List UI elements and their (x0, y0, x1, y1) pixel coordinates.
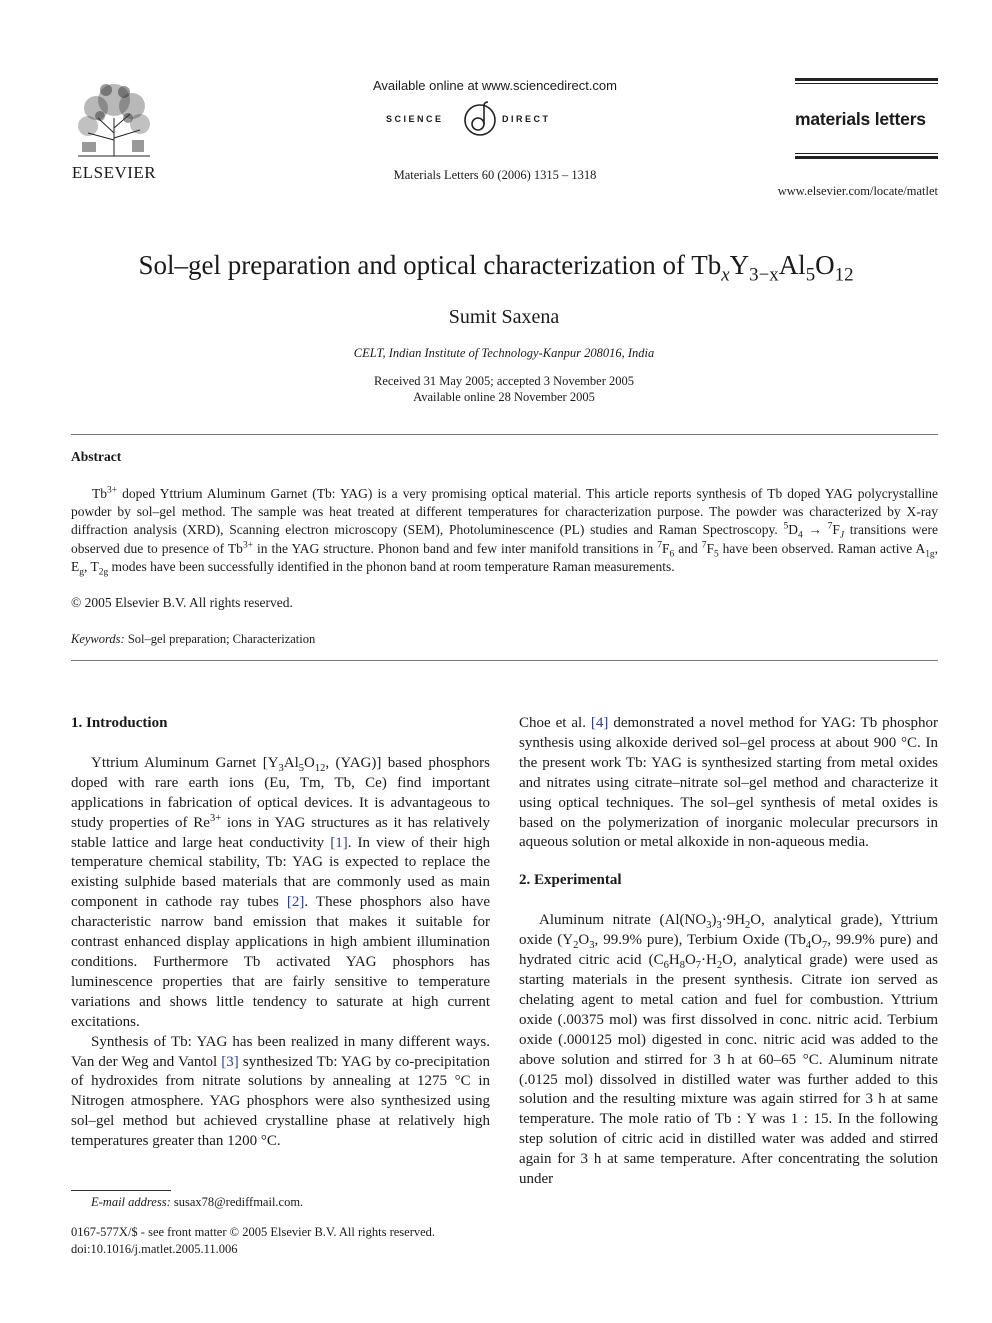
reference-link-1[interactable]: [1] (330, 834, 348, 851)
intro-paragraph-3: Choe et al. [4] demonstrated a novel method for YAG: Tb phosphor synthesis using alkoxide derived sol–gel process at about 900 °C. In the present work Tb: YAG is synthesized starting from metal oxides and nitrates using citrate–nitrate sol–gel method and characterize it using optical techniques. The sol–gel synthesis of metal oxides is based on the polymerization of inorganic molecular precursors in aqueous solution or metal alkoxide in non-aqueous media. (519, 715, 938, 851)
issn-line: 0167-577X/$ - see front matter © 2005 Elsevier B.V. All rights reserved. (71, 1225, 436, 1239)
available-online-text: Available online at www.sciencedirect.com (373, 78, 617, 93)
author-email-footnote (71, 1195, 303, 1210)
front-matter (71, 1224, 435, 1258)
received-date: Received 31 May 2005; accepted 3 November 2005 (374, 374, 634, 388)
masthead-rule-top-thin (795, 83, 938, 84)
reference-link-4[interactable]: [4] (590, 715, 609, 731)
keywords-label: Keywords: (71, 632, 125, 646)
intro-paragraph-2: Synthesis of Tb: YAG has been realized in many different ways. Van der Weg and Vantol [3] synthesized Tb: YAG by co-precipitation of hydroxides from nitrate solutions by annealing at 1275 °C in Nitrogen atmosphere. YAG phosphors were also synthesized using sol–gel method but achieved crystalline phase at relatively high temperatures greater than 1200 °C. (71, 1033, 490, 1150)
doi-line[interactable]: doi:10.1016/j.matlet.2005.11.006 (71, 1242, 238, 1256)
elsevier-tree-icon (68, 78, 160, 158)
sd-left-text: SCIENCE (386, 114, 444, 124)
abstract-paragraph: $Tb^{3+}$ doped Yttrium Aluminum Garnet (Tb: YAG) is a very promising optical material. This article reports synthesis of Tb doped YAG polycrystalline powder by sol–gel method. The sample was heat treated at different temperatures for characterization purpose. The powder was characterized by X-ray diffraction analysis (XRD), Scanning electron microscopy (SEM), Photoluminescence (PL) studies and Raman Spectroscopy. $^5D_4 \to ^7F_J$ transitions were observed due to presence of $Tb^{3+}$ in the YAG structure. Phonon band and few inter manifold transitions in $^7F_6$ and $^7F_5$ have been observed. Raman active $A_{1g}$, $E_g$, $T_{2g}$ modes have been successfully identified in the phonon band at room temperature Raman measurements. (71, 485, 939, 578)
masthead-rule-bottom-thin (795, 153, 938, 154)
reference-link-3[interactable]: [3] (221, 1053, 239, 1070)
journal-citation: Materials Letters 60 (2006) 1315 – 1318 (393, 168, 597, 182)
abstract-heading: Abstract (71, 449, 122, 464)
journal-masthead (795, 78, 938, 159)
footnote-rule (71, 1190, 171, 1191)
publisher-name: ELSEVIER (71, 163, 157, 182)
abstract-body (71, 485, 938, 576)
article-dates (250, 373, 758, 405)
sd-right-text: DIRECT (502, 114, 551, 124)
article-author: Sumit Saxena (448, 306, 560, 328)
online-date: Available online 28 November 2005 (413, 390, 595, 404)
journal-url[interactable]: www.elsevier.com/locate/matlet (777, 184, 938, 198)
article-title: Sol–gel preparation and optical characterization of $Tb_xY_{3-x}Al_5O_{12}$ (138, 250, 854, 286)
author-email[interactable]: susax78@rediffmail.com. (173, 1195, 304, 1209)
masthead-rule-top (795, 78, 938, 81)
masthead-rule-bottom (795, 156, 938, 159)
intro-paragraph-1: Yttrium Aluminum Garnet [$Y_3Al_5O_{12}$, (YAG)] based phosphors doped with rare earth ions (Eu, Tm, Tb, Ce) find important applications in fabrication of optical devices. It is advantageous to study properties of $Re^{3+}$ ions in YAG structures as it has relatively stable lattice and large heat conductivity [1]. In view of their high temperature chemical stability, Tb: YAG is expected to replace the existing sulphide based materials that are commonly used as main component in cathode ray tubes [2]. These phosphors also have characteristic narrow band emission that makes it suitable for contrast enhanced display applications in high ambient illumination conditions. Furthermore Tb activated YAG phosphors has luminescence properties that are fairly sensitive to temperature variations and shows little tendency to saturate at high current excitations. (71, 754, 491, 1030)
elsevier-logo (68, 78, 164, 183)
abstract-copyright: © 2005 Elsevier B.V. All rights reserved. (71, 595, 293, 610)
experimental-paragraph-1: Aluminum nitrate ($Al(NO_3)_3\cdot 9H_2O$, analytical grade), Yttrium oxide ($Y_2O_3$, 99.9% pure), Terbium Oxide ($Tb_4O_7$, 99.9% pure) and hydrated citric acid ($C_6H_8O_7\cdot H_2O$, analytical grade) were used as starting materials in the present synthesis. Citrate ion served as chelating agent to metal cation and fuel for combustion. Yttrium oxide (.00375 mol) was first dissolved in conc. nitric acid. Terbium oxide (.000125 mol) digested in conc. nitric acid was added to the above solution and stirred for 3 h at 60–65 °C. Aluminum nitrate (.0125 mol) dissolved in distilled water was further added to this solution and the resulting mixture was again stirred for 3 h at same temperature. The mole ratio of Tb : Y was 1 : 15. In the following step solution of citric acid in distilled water was added and stirred again for 3 h at same temperature. After concentrating the solution under (519, 912, 938, 1188)
section-heading-experimental: 2. Experimental (519, 872, 622, 889)
email-label: E-mail address: (91, 1195, 171, 1209)
sciencedirect-logo (330, 100, 660, 140)
keywords-text: Sol–gel preparation; Characterization (127, 632, 316, 646)
sciencedirect-d-icon (462, 100, 498, 138)
journal-title: materials letters (795, 109, 926, 129)
divider-top (71, 434, 938, 435)
keywords (71, 632, 315, 647)
reference-link-2[interactable]: [2] (286, 894, 305, 911)
body-column-left (71, 714, 490, 1152)
section-heading-introduction: 1. Introduction (71, 715, 168, 731)
body-column-right (519, 714, 938, 1190)
author-affiliation: CELT, Indian Institute of Technology-Kanpur 208016, India (353, 346, 655, 360)
divider-bottom (71, 660, 938, 661)
